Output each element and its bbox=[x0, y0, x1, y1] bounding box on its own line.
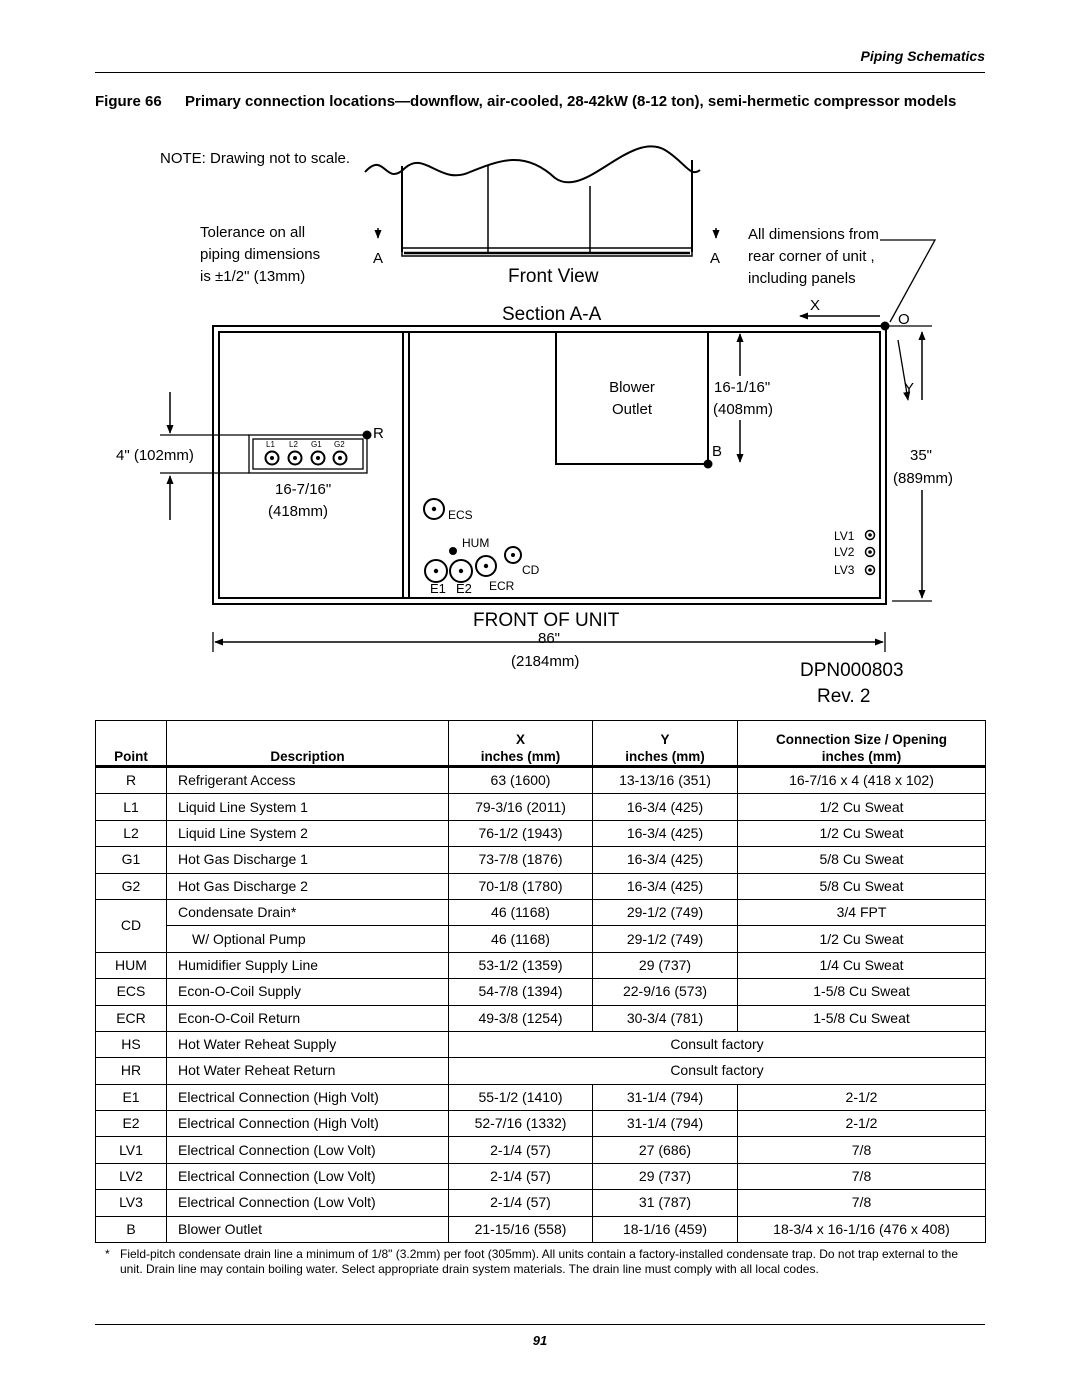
conn-width-mm: (418mm) bbox=[268, 503, 329, 520]
col-header-x-title: X bbox=[515, 732, 525, 747]
point-b-marker bbox=[704, 460, 713, 469]
cell-description: Electrical Connection (High Volt) bbox=[167, 1111, 449, 1137]
cell-y: 27 (686) bbox=[593, 1137, 738, 1163]
table-row bbox=[96, 847, 986, 873]
cell-point: LV1 bbox=[96, 1137, 167, 1163]
cell-point: CD bbox=[96, 899, 167, 952]
hum-label: HUM bbox=[462, 536, 490, 550]
cell-connection: 5/8 Cu Sweat bbox=[738, 873, 986, 899]
cell-description: Hot Water Reheat Supply bbox=[167, 1031, 449, 1057]
cell-connection: 1-5/8 Cu Sweat bbox=[738, 979, 986, 1005]
cell-point: L1 bbox=[96, 794, 167, 820]
table-row bbox=[96, 1137, 986, 1163]
col-header-y-unit: inches (mm) bbox=[625, 749, 705, 764]
col-header-y-title: Y bbox=[660, 732, 670, 747]
blower-dim-inches: 16-1/16" bbox=[714, 379, 771, 396]
table-row bbox=[96, 873, 986, 899]
footnote-text: Field-pitch condensate drain line a minimum of 1/8" (3.2mm) per foot (305mm). All units contain a factory-installed condensate trap. Do not trap external to the unit. Drain line may contain boiling water. Select appropriate drain system materials. The drain line must comply with all local codes. bbox=[120, 1247, 959, 1276]
cell-description: Hot Water Reheat Return bbox=[167, 1058, 449, 1084]
cell-description: Econ-O-Coil Supply bbox=[167, 979, 449, 1005]
origin-label: O bbox=[898, 311, 910, 328]
cell-connection: 1/2 Cu Sweat bbox=[738, 794, 986, 820]
col-header-point: Point bbox=[96, 721, 167, 767]
unit-section-outline bbox=[213, 326, 886, 604]
cell-description: Electrical Connection (Low Volt) bbox=[167, 1163, 449, 1189]
cell-x: 2-1/4 (57) bbox=[449, 1190, 593, 1216]
cell-x: 52-7/16 (1332) bbox=[449, 1111, 593, 1137]
cell-connection: 16-7/16 x 4 (418 x 102) bbox=[738, 767, 986, 794]
figure-label: Figure 66 bbox=[95, 93, 162, 110]
cell-y: 29 (737) bbox=[593, 952, 738, 978]
front-view-label: Front View bbox=[508, 266, 599, 287]
table-row bbox=[96, 899, 986, 925]
front-of-unit-label: FRONT OF UNIT bbox=[473, 610, 620, 631]
cell-y: 30-3/4 (781) bbox=[593, 1005, 738, 1031]
conn-label-g2: G2 bbox=[334, 440, 345, 449]
left-dim: 4" (102mm) bbox=[116, 447, 194, 464]
depth-dim-inches: 35" bbox=[910, 447, 933, 464]
cell-x: 54-7/8 (1394) bbox=[449, 979, 593, 1005]
cd-label: CD bbox=[522, 563, 540, 577]
table-row bbox=[96, 979, 986, 1005]
cell-x: 79-3/16 (2011) bbox=[449, 794, 593, 820]
drawing-number: DPN000803 bbox=[800, 660, 904, 681]
table-row bbox=[96, 1216, 986, 1242]
page-number: 91 bbox=[532, 1333, 548, 1348]
e2-label: E2 bbox=[456, 581, 472, 596]
cell-x: 49-3/8 (1254) bbox=[449, 1005, 593, 1031]
cell-y: 31-1/4 (794) bbox=[593, 1084, 738, 1110]
cell-description: Electrical Connection (Low Volt) bbox=[167, 1137, 449, 1163]
footer-rule bbox=[95, 1324, 985, 1325]
cell-x: 2-1/4 (57) bbox=[449, 1137, 593, 1163]
cell-y: 16-3/4 (425) bbox=[593, 820, 738, 846]
dimensions-line-3: including panels bbox=[748, 270, 856, 287]
cell-description: Hot Gas Discharge 1 bbox=[167, 847, 449, 873]
axis-y-label: Y bbox=[904, 380, 915, 397]
cell-point: L2 bbox=[96, 820, 167, 846]
cell-point: LV2 bbox=[96, 1163, 167, 1189]
cell-description: Liquid Line System 1 bbox=[167, 794, 449, 820]
lv2-label: LV2 bbox=[834, 545, 855, 559]
cell-x: 55-1/2 (1410) bbox=[449, 1084, 593, 1110]
cell-point: ECS bbox=[96, 979, 167, 1005]
table-row bbox=[96, 1005, 986, 1031]
cell-description: Condensate Drain* bbox=[167, 899, 449, 925]
blower-dim-mm: (408mm) bbox=[713, 401, 774, 418]
e1-label: E1 bbox=[430, 581, 446, 596]
table-row bbox=[96, 1190, 986, 1216]
cell-description: Blower Outlet bbox=[167, 1216, 449, 1242]
cell-description: Hot Gas Discharge 2 bbox=[167, 873, 449, 899]
cell-description: Electrical Connection (Low Volt) bbox=[167, 1190, 449, 1216]
blower-outlet-box bbox=[556, 332, 708, 464]
conn-label-l2: L2 bbox=[289, 440, 298, 449]
conn-label-g1: G1 bbox=[311, 440, 322, 449]
cell-point: R bbox=[96, 767, 167, 794]
cell-y: 31 (787) bbox=[593, 1190, 738, 1216]
table-row bbox=[96, 820, 986, 846]
cell-point: G1 bbox=[96, 847, 167, 873]
dimensions-note bbox=[748, 226, 935, 322]
cell-description: Electrical Connection (High Volt) bbox=[167, 1084, 449, 1110]
cell-x: 21-15/16 (558) bbox=[449, 1216, 593, 1242]
cell-y: 16-3/4 (425) bbox=[593, 847, 738, 873]
cell-x: 70-1/8 (1780) bbox=[449, 873, 593, 899]
col-header-description: Description bbox=[167, 721, 449, 767]
table-row bbox=[96, 794, 986, 820]
table-row bbox=[96, 767, 986, 794]
width-dim-mm: (2184mm) bbox=[511, 653, 580, 670]
cell-y: 22-9/16 (573) bbox=[593, 979, 738, 1005]
point-b-label: B bbox=[712, 443, 723, 460]
dimensions-line-1: All dimensions from bbox=[748, 226, 879, 243]
cell-x: 46 (1168) bbox=[449, 899, 593, 925]
cell-connection: 1/4 Cu Sweat bbox=[738, 952, 986, 978]
ecs-label: ECS bbox=[448, 508, 473, 522]
table-row bbox=[96, 1111, 986, 1137]
front-view-sketch bbox=[365, 146, 720, 287]
cell-description: Econ-O-Coil Return bbox=[167, 1005, 449, 1031]
col-header-connection bbox=[738, 721, 986, 767]
cell-y: 31-1/4 (794) bbox=[593, 1111, 738, 1137]
cell-connection: 2-1/2 bbox=[738, 1084, 986, 1110]
cell-point: E1 bbox=[96, 1084, 167, 1110]
cell-description: W/ Optional Pump bbox=[167, 926, 449, 952]
cell-connection: 1/2 Cu Sweat bbox=[738, 820, 986, 846]
cell-x: 73-7/8 (1876) bbox=[449, 847, 593, 873]
cell-x: 53-1/2 (1359) bbox=[449, 952, 593, 978]
cell-y: 29-1/2 (749) bbox=[593, 926, 738, 952]
header-rule bbox=[95, 72, 985, 73]
tolerance-line-1: Tolerance on all bbox=[200, 224, 306, 241]
scale-note: NOTE: Drawing not to scale. bbox=[160, 150, 351, 167]
cell-point: ECR bbox=[96, 1005, 167, 1031]
cell-description: Refrigerant Access bbox=[167, 767, 449, 794]
cell-x: 76-1/2 (1943) bbox=[449, 820, 593, 846]
cell-y: 29-1/2 (749) bbox=[593, 899, 738, 925]
header-section-title: Piping Schematics bbox=[860, 48, 985, 64]
blower-outlet-label-1: Blower bbox=[609, 379, 655, 396]
cell-connection: 7/8 bbox=[738, 1163, 986, 1189]
cell-point: HR bbox=[96, 1058, 167, 1084]
cell-y: 18-1/16 (459) bbox=[593, 1216, 738, 1242]
figure-caption-text: Primary connection locations—downflow, air-cooled, 28-42kW (8-12 ton), semi-hermetic compressor models bbox=[185, 93, 957, 110]
lv1-label: LV1 bbox=[834, 529, 855, 543]
cell-point: G2 bbox=[96, 873, 167, 899]
footnote bbox=[95, 1247, 975, 1277]
point-r-label: R bbox=[373, 425, 384, 442]
connection-drawing bbox=[0, 140, 1080, 715]
cell-connection: 2-1/2 bbox=[738, 1111, 986, 1137]
cell-point: E2 bbox=[96, 1111, 167, 1137]
cell-x: 63 (1600) bbox=[449, 767, 593, 794]
cell-y: 16-3/4 (425) bbox=[593, 794, 738, 820]
axis-x-label: X bbox=[810, 297, 821, 314]
col-header-connection-unit: inches (mm) bbox=[821, 749, 902, 764]
cell-connection: 5/8 Cu Sweat bbox=[738, 847, 986, 873]
lv3-label: LV3 bbox=[834, 563, 855, 577]
col-header-x-unit: inches (mm) bbox=[480, 749, 561, 764]
cell-point: LV3 bbox=[96, 1190, 167, 1216]
width-dim-inches: 86" bbox=[538, 630, 561, 647]
dimensions-line-2: rear corner of unit , bbox=[748, 248, 875, 265]
cell-point: HS bbox=[96, 1031, 167, 1057]
footnote-marker: * bbox=[105, 1247, 110, 1261]
conn-width-inches: 16-7/16" bbox=[275, 481, 332, 498]
table-row bbox=[96, 1163, 986, 1189]
figure-caption bbox=[95, 92, 985, 112]
refrigerant-ports bbox=[266, 452, 347, 465]
table-row bbox=[96, 1058, 986, 1084]
connection-spec-table bbox=[95, 720, 986, 1243]
cell-point: HUM bbox=[96, 952, 167, 978]
section-marker-right: A bbox=[710, 250, 721, 267]
table-row bbox=[96, 926, 986, 952]
col-header-connection-title: Connection Size / Opening bbox=[775, 732, 947, 747]
blower-outlet-label-2: Outlet bbox=[611, 401, 653, 418]
cell-connection: 1-5/8 Cu Sweat bbox=[738, 1005, 986, 1031]
tolerance-line-2: piping dimensions bbox=[200, 246, 321, 263]
table-row bbox=[96, 1031, 986, 1057]
table-row bbox=[96, 952, 986, 978]
cell-y: 29 (737) bbox=[593, 1163, 738, 1189]
table-header-row bbox=[96, 721, 986, 767]
cell-consult: Consult factory bbox=[449, 1031, 986, 1057]
point-r-marker bbox=[363, 431, 372, 440]
cell-x: 2-1/4 (57) bbox=[449, 1163, 593, 1189]
col-header-y bbox=[593, 721, 738, 767]
table-row bbox=[96, 1084, 986, 1110]
cell-connection: 7/8 bbox=[738, 1137, 986, 1163]
cell-description: Humidifier Supply Line bbox=[167, 952, 449, 978]
section-aa-label: Section A-A bbox=[502, 304, 602, 325]
cell-consult: Consult factory bbox=[449, 1058, 986, 1084]
cell-connection: 7/8 bbox=[738, 1190, 986, 1216]
hum-port bbox=[449, 547, 457, 555]
conn-label-l1: L1 bbox=[266, 440, 275, 449]
tolerance-line-3: is ±1/2" (13mm) bbox=[200, 268, 306, 285]
cell-point: B bbox=[96, 1216, 167, 1242]
col-header-x bbox=[449, 721, 593, 767]
cell-y: 13-13/16 (351) bbox=[593, 767, 738, 794]
cell-connection: 1/2 Cu Sweat bbox=[738, 926, 986, 952]
section-marker-left: A bbox=[373, 250, 384, 267]
cell-y: 16-3/4 (425) bbox=[593, 873, 738, 899]
tolerance-note bbox=[200, 224, 320, 285]
depth-dim-mm: (889mm) bbox=[893, 470, 954, 487]
cell-description: Liquid Line System 2 bbox=[167, 820, 449, 846]
drawing-revision: Rev. 2 bbox=[817, 686, 871, 707]
cell-x: 46 (1168) bbox=[449, 926, 593, 952]
cell-connection: 18-3/4 x 16-1/16 (476 x 408) bbox=[738, 1216, 986, 1242]
ecr-label: ECR bbox=[489, 579, 515, 593]
cell-connection: 3/4 FPT bbox=[738, 899, 986, 925]
